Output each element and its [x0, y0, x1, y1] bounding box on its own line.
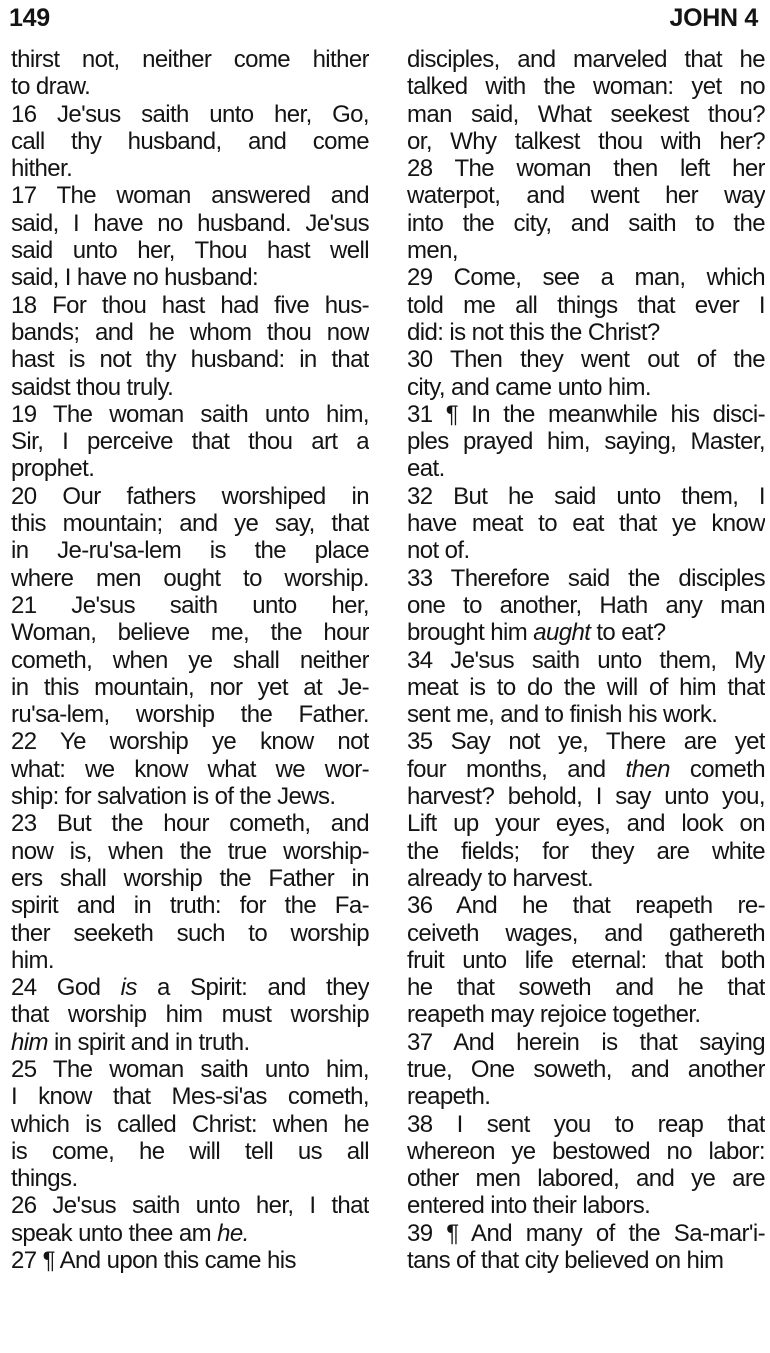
text-line: what: we know what we wor-	[11, 755, 369, 783]
page-header	[0, 0, 770, 40]
text-line: man said, What seekest thou?	[407, 100, 765, 128]
text-line: he that soweth and he that	[407, 974, 765, 1002]
text-line: talked with the woman: yet no	[407, 73, 765, 101]
text-line: 38 I sent you to reap that	[407, 1110, 765, 1138]
text-line: or, Why talkest thou with her?	[407, 127, 765, 155]
text-line: harvest? behold, I say unto you,	[407, 783, 765, 811]
text-line: ceiveth wages, and gathereth	[407, 919, 765, 947]
text-line: already to harvest.	[407, 864, 594, 892]
text-line: is come, he will tell us all	[11, 1137, 369, 1165]
text-line: thirst not, neither come hither	[11, 46, 369, 73]
text-line: 28 The woman then left her	[407, 155, 765, 183]
text-line: I know that Mes-si'as cometh,	[11, 1083, 369, 1111]
text-line: ther seeketh such to worship	[11, 919, 369, 947]
page-number: 149	[9, 4, 50, 32]
text-line: call thy husband, and come	[11, 127, 369, 155]
text-line: whereon ye bestowed no labor:	[407, 1137, 765, 1165]
text-line: eat.	[407, 455, 445, 483]
text-line: 19 The woman saith unto him,	[11, 400, 369, 428]
text-line: the fields; for they are white	[407, 837, 765, 865]
text-line: 26 Je'sus saith unto her, I that	[11, 1192, 369, 1220]
right-text-column	[407, 46, 765, 1274]
text-line: which is called Christ: when he	[11, 1110, 369, 1138]
text-line: that worship him must worship	[11, 1001, 369, 1029]
text-line: him in spirit and in truth.	[11, 1028, 250, 1056]
text-line: 31 ¶ In the meanwhile his disci-	[407, 400, 765, 428]
text-line: where men ought to worship.	[11, 564, 369, 592]
text-line: 36 And he that reapeth re-	[407, 892, 765, 920]
text-line: in Je-ru'sa-lem is the place	[11, 537, 369, 565]
text-line: prophet.	[11, 455, 95, 483]
text-line: did: is not this the Christ?	[407, 318, 660, 346]
text-line: 25 The woman saith unto him,	[11, 1055, 369, 1083]
text-line: 23 But the hour cometh, and	[11, 810, 369, 838]
text-line: 24 God is a Spirit: and they	[11, 974, 369, 1002]
text-line: Sir, I perceive that thou art a	[11, 428, 369, 456]
text-line: in this mountain, nor yet at Je-	[11, 673, 369, 701]
text-line: 17 The woman answered and	[11, 182, 369, 210]
text-line: bands; and he whom thou now	[11, 318, 369, 346]
text-line: men,	[407, 237, 458, 265]
text-line: other men labored, and ye are	[407, 1165, 765, 1193]
text-line: Woman, believe me, the hour	[11, 619, 369, 647]
text-line: waterpot, and went her way	[407, 182, 765, 210]
text-line: now is, when the true worship-	[11, 837, 369, 865]
text-line: told me all things that ever I	[407, 291, 765, 319]
text-line: four months, and then cometh	[407, 755, 765, 783]
text-line: tans of that city believed on him	[407, 1247, 724, 1275]
text-line: 21 Je'sus saith unto her,	[11, 591, 369, 619]
text-line: 35 Say not ye, There are yet	[407, 728, 765, 756]
text-line: true, One soweth, and another	[407, 1055, 765, 1083]
text-line: 20 Our fathers worshiped in	[11, 482, 369, 510]
text-line: ples prayed him, saying, Master,	[407, 428, 765, 456]
text-line: to draw.	[11, 73, 91, 101]
text-line: said, I have no husband. Je'sus	[11, 209, 369, 237]
text-line: 16 Je'sus saith unto her, Go,	[11, 100, 369, 128]
text-line: things.	[11, 1165, 78, 1193]
text-line: ers shall worship the Father in	[11, 864, 369, 892]
text-line: reapeth.	[407, 1083, 491, 1111]
text-line: hither.	[11, 155, 73, 183]
text-line: said unto her, Thou hast well	[11, 237, 369, 265]
text-line: disciples, and marveled that he	[407, 46, 765, 73]
text-line: ship: for salvation is of the Jews.	[11, 783, 336, 811]
text-line: into the city, and saith to the	[407, 209, 765, 237]
text-line: Lift up your eyes, and look on	[407, 810, 765, 838]
text-line: reapeth may rejoice together.	[407, 1001, 701, 1029]
text-line: brought him aught to eat?	[407, 619, 666, 647]
text-line: fruit unto life eternal: that both	[407, 946, 765, 974]
text-line: sent me, and to finish his work.	[407, 701, 718, 729]
text-line: 18 For thou hast had five hus-	[11, 291, 369, 319]
text-line: have meat to eat that ye know	[407, 510, 765, 538]
text-line: him.	[11, 946, 54, 974]
text-line: speak unto thee am he.	[11, 1219, 249, 1247]
text-line: 39 ¶ And many of the Sa-mar'i-	[407, 1219, 765, 1247]
text-line: 27 ¶ And upon this came his	[11, 1247, 296, 1275]
left-text-column	[11, 46, 369, 1274]
text-line: 33 Therefore said the disciples	[407, 564, 765, 592]
text-line: city, and came unto him.	[407, 373, 651, 401]
text-line: meat is to do the will of him that	[407, 673, 765, 701]
text-line: 34 Je'sus saith unto them, My	[407, 646, 765, 674]
text-line: cometh, when ye shall neither	[11, 646, 369, 674]
text-line: entered into their labors.	[407, 1192, 651, 1220]
text-line: 29 Come, see a man, which	[407, 264, 765, 292]
text-line: not of.	[407, 537, 470, 565]
text-line: spirit and in truth: for the Fa-	[11, 892, 369, 920]
text-line: 32 But he said unto them, I	[407, 482, 765, 510]
text-line: one to another, Hath any man	[407, 591, 765, 619]
text-line: ru'sa-lem, worship the Father.	[11, 701, 369, 729]
text-line: 37 And herein is that saying	[407, 1028, 765, 1056]
text-line: hast is not thy husband: in that	[11, 346, 369, 374]
running-head-book-title: JOHN 4	[669, 4, 758, 32]
text-line: said, I have no husband:	[11, 264, 259, 292]
text-line: saidst thou truly.	[11, 373, 174, 401]
text-line: 30 Then they went out of the	[407, 346, 765, 374]
text-line: this mountain; and ye say, that	[11, 510, 369, 538]
text-line: 22 Ye worship ye know not	[11, 728, 369, 756]
